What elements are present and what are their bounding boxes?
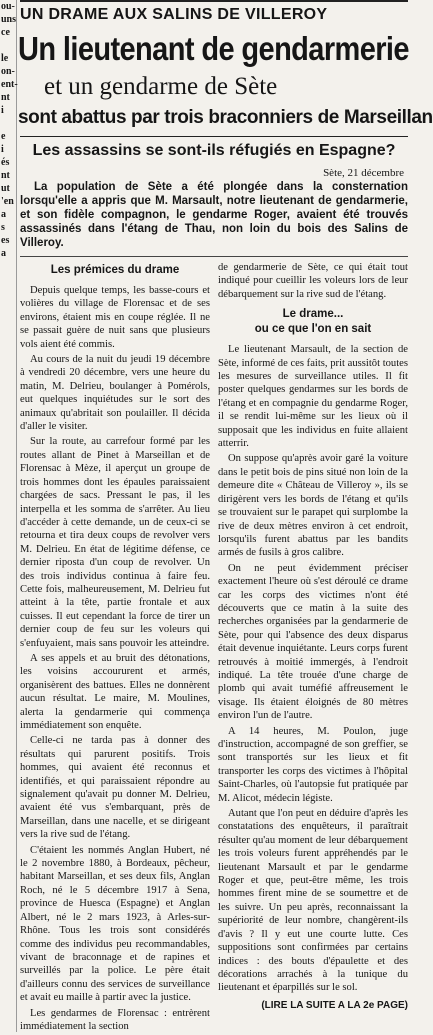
left-paragraph-1: Depuis quelque temps, les basse-cours et volières du village de Florensac et de ses environs, étaient mis en coupe réglée. Il ne se passait guère de nuit sans que plusieurs vols aient été commis. <box>20 285 210 350</box>
left-paragraph-6: C'étaient les nommés Anglan Hubert, né le 2 novembre 1880, à Bordeaux, pêcheur, habitant Marseillan, et ses deux fils, Anglan Roch, né le 5 décembre 1917 à Sena, province de Huesca (Espagne) et Anglan Albert, né le 2 mars 1923, à Arles-sur-Rhône. Tous les trois sont considérés comme des individus peu recommandables, vivant de braconnage et de rapines et surveillés par la police. Le père était d'ailleurs connu des services de surveillance et avait eu maille à partir avec la justice. <box>20 844 210 1004</box>
right-paragraph-2: On suppose qu'après avoir garé la voiture dans le petit bois de pins situé non loin de la demeure dite « Château de Villeroy », ils se dirigèrent vers les bords de l'étang et qu'ils se trouvaient sur le parapet qui surplombe la rive de deux mètres environ à cet endroit, lorsqu'ils furent abattus par les bandits armés de fusils à gros calibre. <box>218 453 408 559</box>
adjacent-column-fragments <box>0 0 17 1032</box>
right-column <box>218 261 408 1035</box>
headline-line-1: Un lieutenant de gendarmerie <box>18 31 409 68</box>
body-columns <box>20 256 408 1035</box>
edge-fragment: 'en <box>1 196 14 207</box>
edge-fragment: ce <box>1 27 10 38</box>
left-paragraph-4: A ses appels et au bruit des détonations, les voisins accoururent et armés, organisèrent des battues. Elles ne donnèrent aucun résultat. Le maire, M. Moulines, alerta la gendarmerie qui commença immédiatement son enquête. <box>20 652 210 731</box>
edge-fragment: i <box>1 105 4 116</box>
right-paragraph-4: A 14 heures, M. Poulon, juge d'instruction, accompagné de son greffier, se sont transportés sur les lieux et fit transporter les corps des victimes à l'hôpital Saint-Charles, où l'autopsie fut pratiquée par M. Alicot, médecin légiste. <box>218 725 408 804</box>
edge-fragment: uns <box>1 14 17 25</box>
right-paragraph-1: Le lieutenant Marsault, de la section de Sète, informé de ces faits, prit aussitôt toutes les mesures de surveillance utiles. Il fit poster quelques gendarmes sur les bords de l'étang et en compagnie du gendarme Roger, il se rendit lui-même sur les lieux où il supposait que les individus en fuite allaient atterrir. <box>218 344 408 450</box>
edge-fragment: e <box>1 131 6 142</box>
left-paragraph-2: Au cours de la nuit du jeudi 19 décembre à vendredi 20 décembre, vers une heure du matin, M. Delrieu, boulanger à Pomérols, eut quelques inquiétudes sur le sort des animaux qu'abritait son poulailler. Il décida d'aller le visiter. <box>20 354 210 433</box>
continued-notice: (LIRE LA SUITE A LA 2e PAGE) <box>261 999 408 1011</box>
edge-fragment: s <box>1 222 5 233</box>
lead-paragraph: La population de Sète a été plongée dans la consternation lorsqu'elle a appris que M. Marsault, notre lieutenant de gendarmerie, et son fidèle compagnon, le gendarme Roger, avaient été trouvés assassinés dans l'étang de Thau, non loin du bois des Salins de Villeroy. <box>20 181 408 249</box>
right-heading-1: Le drame... <box>282 308 344 321</box>
left-column-heading: Les prémices du drame <box>50 264 180 276</box>
dateline: Sète, 21 décembre <box>323 167 404 179</box>
article <box>18 0 433 1032</box>
edge-fragment <box>0 117 16 130</box>
edge-fragment: i <box>1 144 4 155</box>
edge-fragment: le <box>1 53 9 64</box>
deck: Les assassins se sont-ils réfugiés en Espagne? <box>32 142 396 159</box>
edge-fragment: on- <box>1 66 15 77</box>
edge-fragment: a <box>1 209 6 220</box>
edge-fragment: és <box>1 157 10 168</box>
left-paragraph-5: Celle-ci ne tarda pas à donner des résultats qui parurent positifs. Trois hommes, qui avaient été reconnus et identifiés, et qui paraissaient répondre au signalement qu'avait pu donner M. Delrieu, avaient été vus s'embarquant, près de Marseillan, dans une nacelle, et se dirigeant vers la rive sud de l'étang. <box>20 735 210 841</box>
right-paragraph-5: Autant que l'on peut en déduire d'après les constatations des enquêteurs, il paraîtrait résulter qu'au moment de leur débarquement les trois voleurs furent appréhendés par le lieutenant Marsault et par le gendarme Roger et que, peut-être même, les trois hommes firent mine de se soumettre et de les suivre. Un peu après, reconnaissant la supériorité de leur nombre, changèrent-ils d'avis ? Il y eut une courte lutte. Ces suppositions sont confirmées par certains indices : des bouts d'épaulette et des décorations arrachés à la tunique du lieutenant et éparpillés sur le sol. <box>218 808 408 994</box>
left-paragraph-7: Les gendarmes de Florensac : entrèrent immédiatement la section <box>20 1007 210 1032</box>
right-heading-2: ou ce que l'on en sait <box>254 323 372 336</box>
edge-fragment: nt <box>1 170 10 181</box>
edge-fragment: ent- <box>1 79 18 90</box>
right-intro: de gendarmerie de Sète, ce qui était tout indiqué pour cueillir les voleurs lors de leur débarquement sur la rive sud de l'étang. <box>218 262 408 300</box>
edge-fragment: nt <box>1 92 10 103</box>
top-rule <box>20 0 408 2</box>
headline-line-2: et un gendarme de Sète <box>44 73 278 100</box>
edge-fragment: ut <box>1 183 10 194</box>
right-paragraph-3: On ne peut évidemment préciser exactement l'heure où s'est déroulé ce drame car les corps des victimes n'ont été découverts que ce matin à la suite des recherches organisées par la gendarmerie de Sète, pour qui l'absence des deux disparus était devenue inquiétante. Leurs corps furent retrouvés à moitié immergés, à l'endroit indiqué. La tête trouée d'une charge de plomb qui avait tuméfié affreusement le visage. Ils étaient éloignés de 80 mètres environ l'un de l'autre. <box>218 562 408 722</box>
headline-line-3: sont abattus par trois braconniers de Marseillan <box>18 107 433 128</box>
edge-fragment <box>0 39 16 52</box>
kicker: UN DRAME AUX SALINS DE VILLEROY <box>20 6 328 23</box>
edge-fragment: es <box>1 235 10 246</box>
left-column <box>20 261 210 1035</box>
headline-rule <box>20 136 408 137</box>
edge-fragment: ou- <box>1 1 15 12</box>
left-paragraph-3: Sur la route, au carrefour formé par les routes allant de Pinet à Marseillan et de Florensac à Mèze, il aperçut un groupe de trois hommes dont les épaules paraissaient chargées de sacs. Pressant le pas, il les interpella et les somma de s'arrêter. Au lieu d'accéder à cette demande, un de ceux-ci se retourna et tira deux coups de revolver vers M. Delrieu. En état de légitime défense, ce dernier riposta d'un coup de revolver. Un des trois individus continua à faire feu. Cette fois, malheureusement, M. Delrieu fut atteint à la tête, partie frontale et aux cuisses. Il eut cependant la force de tirer un dernier coup de feu sur les voleurs qui s'enfuyaient, mais sans pouvoir les atteindre. <box>20 436 210 649</box>
edge-fragment: a <box>1 248 6 259</box>
